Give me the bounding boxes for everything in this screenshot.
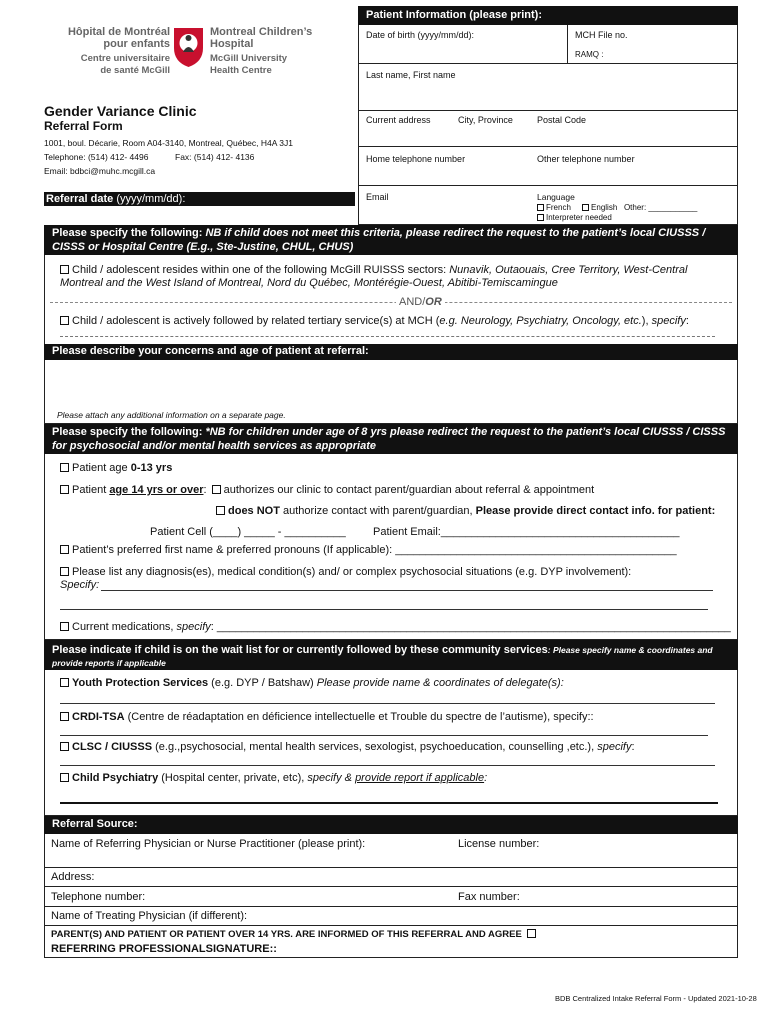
referral-telephone-field[interactable]: Telephone number: <box>51 891 146 903</box>
referral-fax-field[interactable]: Fax number: <box>458 891 520 903</box>
informed-label: PARENT(S) AND PATIENT OR PATIENT OVER 14 YRS. ARE INFORMED OF THIS REFERRAL AND AGREE <box>51 929 522 940</box>
footer-text: BDB Centralized Intake Referral Form - Updated 2021-10-28 <box>555 994 757 1003</box>
section4-header-a: Please indicate if child is on the wait list for or currently followed by these community services <box>52 644 548 656</box>
section1-header-b: NB if child does not meet this criteria, please redirect the request to the patient’s local CIUSSS / CISSS or Hospital Centre (E.g., Ste-Justine, CHUL, CHUS) <box>52 227 706 253</box>
patient-info-title: Patient Information (please print): <box>366 9 543 21</box>
logo-centre-en-1: McGill University <box>210 53 288 64</box>
youth-protection-line[interactable] <box>60 703 715 704</box>
postal-field[interactable]: Postal Code <box>537 115 587 125</box>
interpreter-label: Interpreter needed <box>546 213 612 222</box>
not-authorize-checkbox[interactable] <box>216 506 225 515</box>
clsc-checkbox[interactable] <box>60 742 69 751</box>
logo-hospital-fr-2: pour enfants <box>103 38 170 50</box>
diagnosis-line-2[interactable] <box>60 609 708 610</box>
diagnosis-checkbox[interactable] <box>60 567 69 576</box>
clinic-address: 1001, boul. Décarie, Room A04-3140, Montreal, Québec, H4A 3J1 <box>44 138 294 148</box>
french-label: French <box>546 203 571 212</box>
section4-header <box>44 640 738 670</box>
clinic-form-title: Referral Form <box>44 119 123 133</box>
section5-title: Referral Source: <box>52 818 138 830</box>
clinic-name: Gender Variance Clinic <box>44 103 197 119</box>
logo-hospital-fr-1: Hôpital de Montréal <box>67 26 170 38</box>
logo-centre-en-2: Health Centre <box>210 65 272 76</box>
section2-title: Please describe your concerns and age of patient at referral: <box>52 345 369 357</box>
opt2-a: Child / adolescent is actively followed by related tertiary service(s) at MCH ( <box>72 315 440 327</box>
license-number-field[interactable]: License number: <box>458 838 540 850</box>
patient-info-header <box>358 6 738 25</box>
language-label: Language <box>537 192 575 202</box>
home-phone-field[interactable]: Home telephone number <box>366 154 466 164</box>
city-field[interactable]: City, Province <box>458 115 513 125</box>
logo-centre-fr-1: Centre universitaire <box>80 53 170 64</box>
name-field[interactable]: Last name, First name <box>366 70 456 80</box>
child-psychiatry-checkbox[interactable] <box>60 773 69 782</box>
authorizes-checkbox[interactable] <box>212 485 221 494</box>
child-psychiatry-line[interactable] <box>60 802 718 804</box>
authorizes-label: authorizes our clinic to contact parent/guardian about referral & appointment <box>223 484 595 496</box>
signature-field[interactable]: REFERRING PROFESSIONALSIGNATURE:: <box>51 943 277 955</box>
referring-physician-field[interactable]: Name of Referring Physician or Nurse Practitioner (please print): <box>51 838 366 850</box>
age-14-checkbox[interactable] <box>60 485 69 494</box>
referral-date-bar[interactable] <box>44 192 355 206</box>
tertiary-specify-line[interactable] <box>60 336 715 337</box>
pronouns-checkbox[interactable] <box>60 545 69 554</box>
youth-protection-checkbox[interactable] <box>60 678 69 687</box>
clsc-line[interactable] <box>60 765 715 766</box>
logo-hospital-en-1: Montreal Children’s <box>210 26 313 38</box>
section3-header <box>44 424 738 454</box>
section1-header <box>44 225 738 255</box>
email-field[interactable]: Email <box>366 192 389 202</box>
english-checkbox[interactable] <box>582 204 589 211</box>
clinic-email: Email: bdbci@muhc.mcgill.ca <box>44 166 156 176</box>
medications-field[interactable]: : ____________________________________________________________________________________ <box>210 621 731 633</box>
attach-note: Please attach any additional information on a separate page. <box>57 410 286 420</box>
referral-date-format: (yyyy/mm/dd): <box>113 193 186 205</box>
logo-centre-fr-2: de santé McGill <box>100 65 170 76</box>
clinic-fax: Fax: (514) 412- 4136 <box>175 152 255 162</box>
diagnosis-label: Please list any diagnosis(es), medical condition(s) and/ or complex psychosocial situations (e.g. DYP involvement): <box>72 566 632 578</box>
ruisss-checkbox[interactable] <box>60 265 69 274</box>
ramq-field[interactable]: RAMQ : <box>575 50 604 59</box>
opt2-b: e.g. Neurology, Psychiatry, Oncology, etc. <box>439 315 642 327</box>
treating-physician-field[interactable]: Name of Treating Physician (if different): <box>51 910 248 922</box>
section2-header <box>44 344 738 360</box>
patient-cell-field[interactable]: Patient Cell (____) _____ - __________ <box>150 526 346 538</box>
address-field[interactable]: Current address <box>366 115 431 125</box>
section3-header-b: *NB for children under age of 8 yrs please redirect the request to the patient’s local CIUSSS / CISSS for psychosocial and/or mental health services as appropriate <box>52 426 726 452</box>
crdi-checkbox[interactable] <box>60 712 69 721</box>
referral-date-label: Referral date <box>46 193 114 205</box>
section1-header-a: Please specify the following: <box>52 227 206 239</box>
other-phone-field[interactable]: Other telephone number <box>537 154 635 164</box>
english-label: English <box>591 203 618 212</box>
diagnosis-line-1[interactable] <box>101 590 713 591</box>
section3-header-a: Please specify the following: <box>52 426 206 438</box>
tertiary-checkbox[interactable] <box>60 316 69 325</box>
other-language-field[interactable]: Other: ___________ <box>623 203 698 212</box>
pronouns-label: Patient’s preferred first name & preferred pronouns (If applicable): ______________________________________________ <box>72 544 677 556</box>
and-or-divider: AND/OR <box>396 296 445 308</box>
informed-checkbox[interactable] <box>527 929 536 938</box>
crdi-line[interactable] <box>60 735 708 736</box>
opt1-a: Child / adolescent resides within one of the following McGill RUISSS sectors: <box>72 264 450 276</box>
patient-email-field[interactable]: Patient Email:_______________________________________ <box>373 526 680 538</box>
logo-hospital-en-2: Hospital <box>210 38 254 50</box>
logo <box>62 26 332 82</box>
clinic-telephone: Telephone: (514) 412- 4496 <box>44 152 149 162</box>
opt1-b: Nunavik, Outaouais, Cree Territory, West-Central Montreal and the West Island of Montreal, Nord du Québec, Montérégie-Ouest, Abitibi-Temiscamingue <box>60 264 688 289</box>
dob-field[interactable]: Date of birth (yyyy/mm/dd): <box>366 30 475 40</box>
diagnosis-specify: Specify: <box>60 579 100 591</box>
medications-checkbox[interactable] <box>60 622 69 631</box>
referral-address-field[interactable]: Address: <box>51 871 95 883</box>
mch-file-field[interactable]: MCH File no. <box>575 30 628 40</box>
hospital-crest-icon <box>172 26 205 68</box>
interpreter-checkbox[interactable] <box>537 214 544 221</box>
section4-header-b: : Please specify name & coordinates and provide reports if applicable <box>52 645 713 668</box>
age-0-13-checkbox[interactable] <box>60 463 69 472</box>
section5-header <box>44 816 738 834</box>
french-checkbox[interactable] <box>537 204 544 211</box>
